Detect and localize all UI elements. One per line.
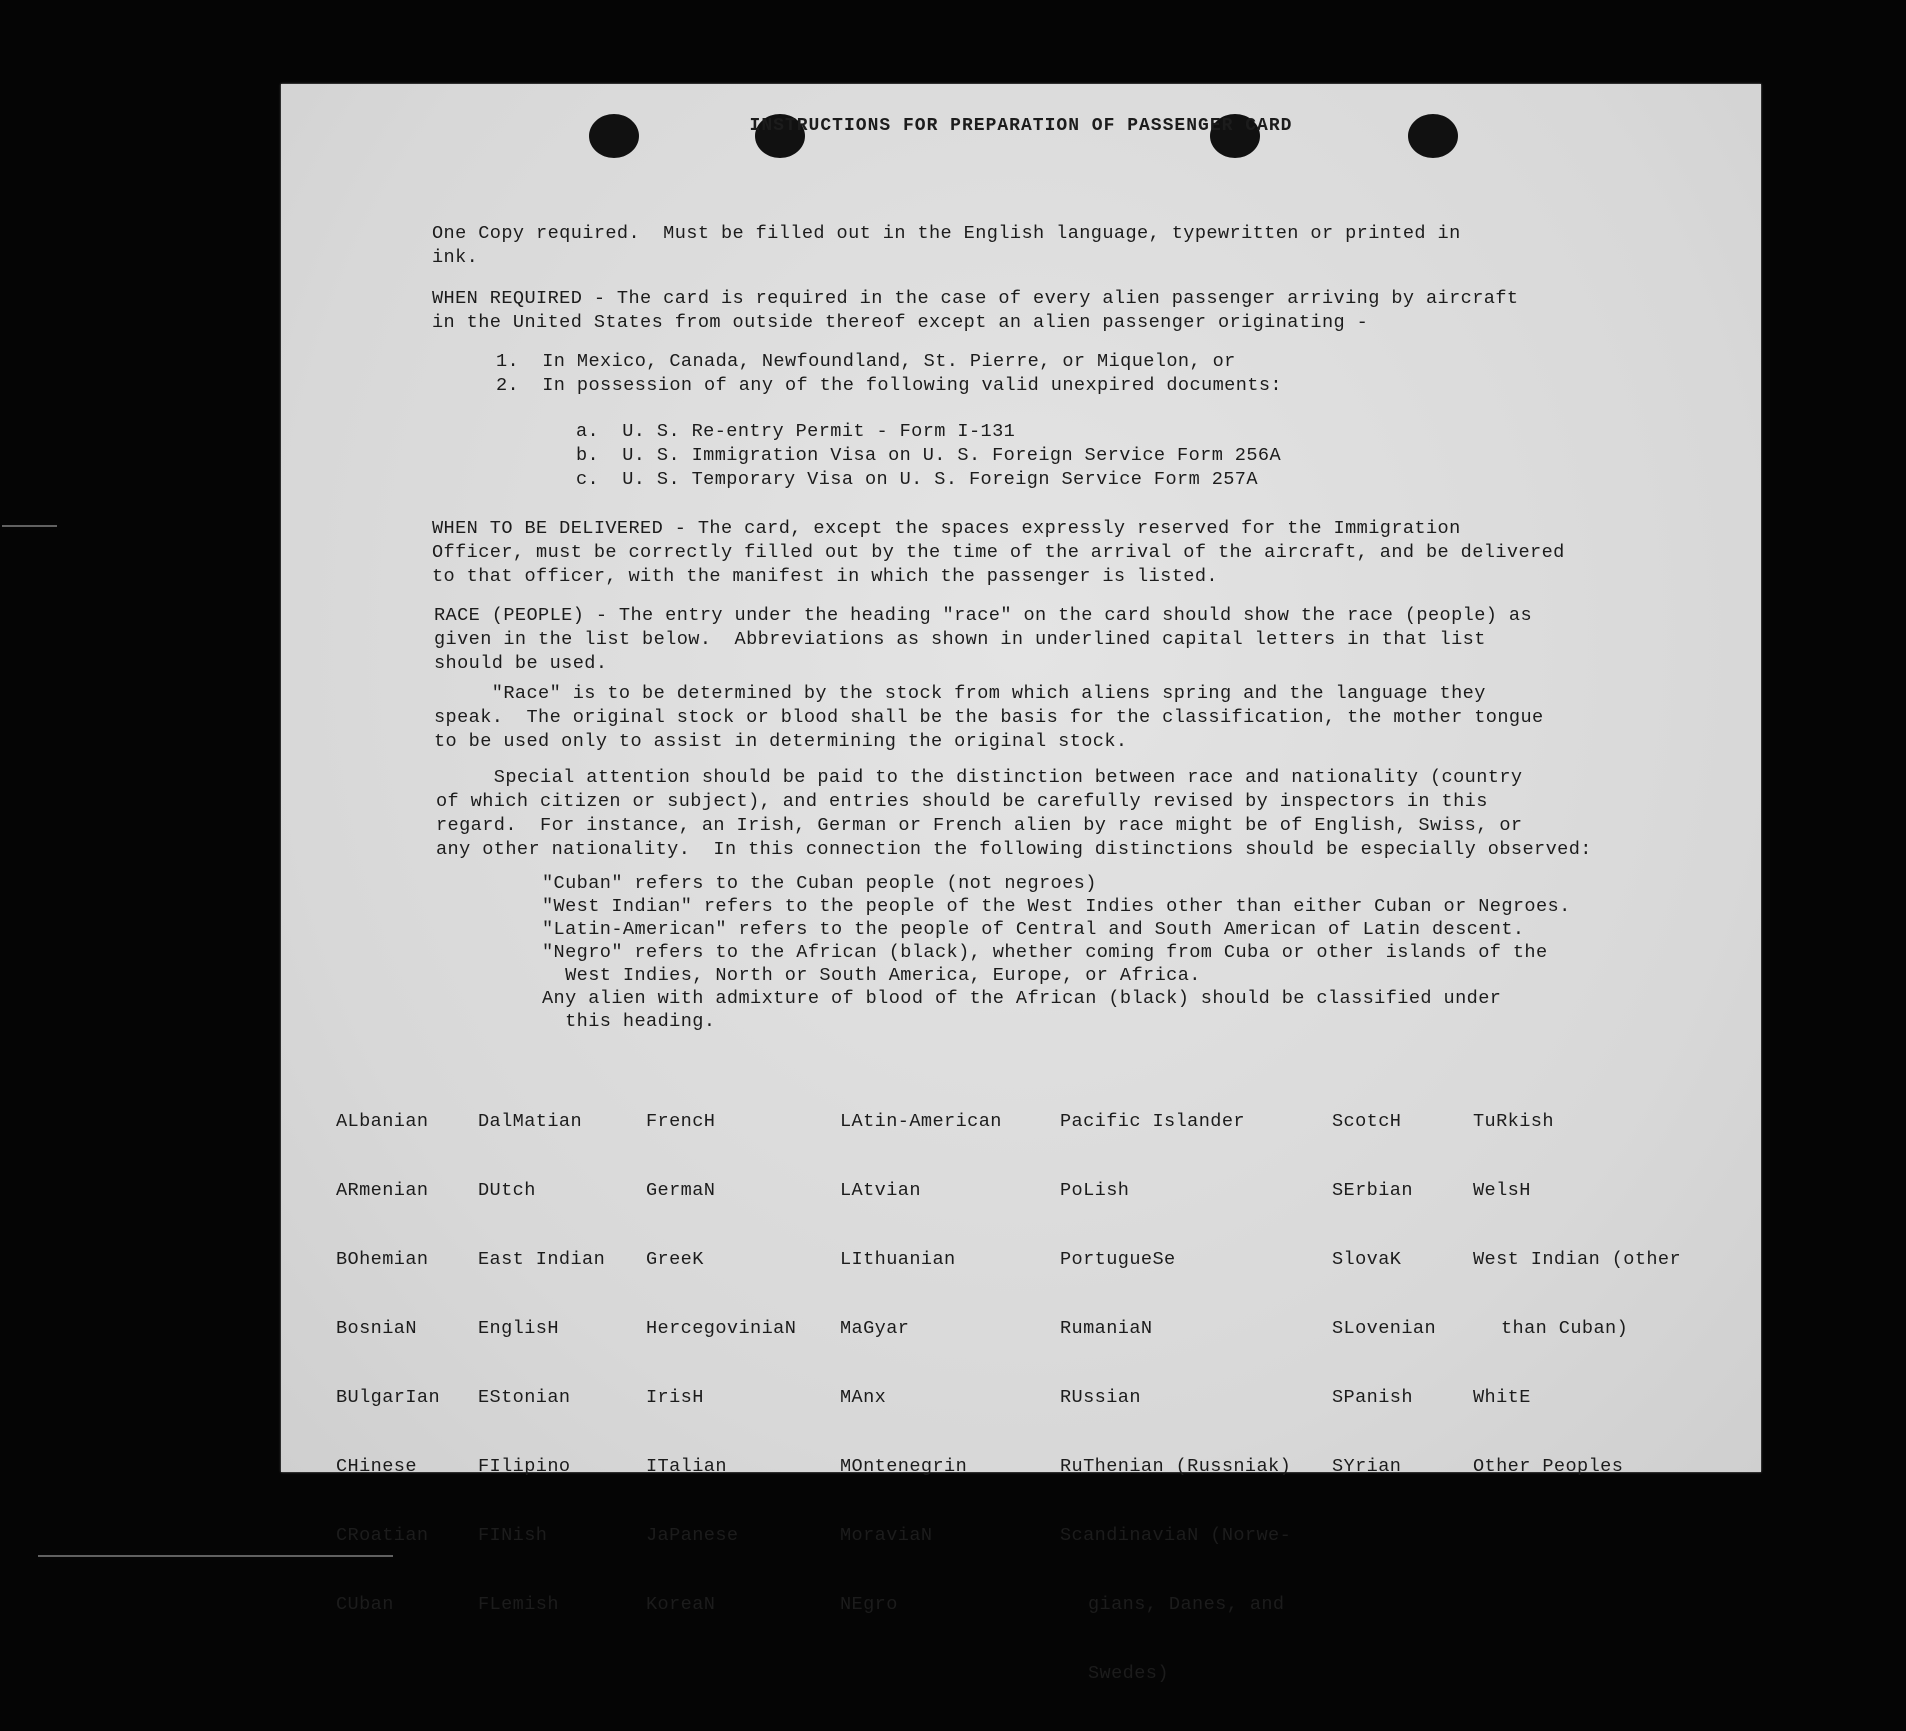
race-entry: BUlgarIan: [336, 1387, 441, 1408]
race-entry: MOntenegrin: [840, 1456, 968, 1477]
race-entry: SLovenian: [1332, 1318, 1437, 1339]
race-entry: FrencH: [646, 1111, 716, 1132]
race-entry: FINish: [478, 1525, 548, 1546]
race-entry: JaPanese: [646, 1525, 739, 1546]
race-entry: PoLish: [1060, 1180, 1130, 1201]
race-entry: SYrian: [1332, 1456, 1402, 1477]
race-entry: IrisH: [646, 1387, 704, 1408]
race-entry: SlovaK: [1332, 1249, 1402, 1270]
race-entry: MoraviaN: [840, 1525, 933, 1546]
race-entry: NEgro: [840, 1594, 898, 1615]
race-entry: EnglisH: [478, 1318, 559, 1339]
race-column-3: [646, 1064, 796, 1662]
race-entry: WhitE: [1473, 1387, 1531, 1408]
race-column-7: [1473, 1064, 1681, 1524]
race-entry: than Cuban): [1501, 1318, 1629, 1339]
race-entry: gians, Danes, and: [1088, 1594, 1285, 1615]
race-column-6: [1332, 1064, 1436, 1524]
race-entry: ScotcH: [1332, 1111, 1402, 1132]
race-definition-paragraph: "Race" is to be determined by the stock from which aliens spring and the language they speak. The original stock or blood shall be the basis for the classification, the mother tongue to be used only to assist in determining the original stock.: [434, 683, 1544, 752]
intro-paragraph: One Copy required. Must be filled out in the English language, typewritten or printed in ink.: [432, 223, 1461, 268]
race-entry: MAnx: [840, 1387, 887, 1408]
race-entry: BosniaN: [336, 1318, 417, 1339]
race-column-5: [1060, 1064, 1291, 1731]
race-entry: DUtch: [478, 1180, 536, 1201]
race-entry: FIlipino: [478, 1456, 571, 1477]
race-entry: East Indian: [478, 1249, 606, 1270]
race-entry: LAtvian: [840, 1180, 921, 1201]
race-entry: SErbian: [1332, 1180, 1413, 1201]
race-paragraph: RACE (PEOPLE) - The entry under the heading "race" on the card should show the race (people) as given in the list below. Abbreviations as shown in underlined capital letters in that list should be used.: [434, 605, 1533, 674]
race-entry: PortugueSe: [1060, 1249, 1176, 1270]
numbered-list: 1. In Mexico, Canada, Newfoundland, St. Pierre, or Miquelon, or 2. In possession of any of the following valid unexpired documents:: [496, 351, 1282, 396]
race-entry: TuRkish: [1473, 1111, 1554, 1132]
race-entry: Pacific Islander: [1060, 1111, 1245, 1132]
document-page: [281, 84, 1761, 1684]
race-entry: FLemish: [478, 1594, 559, 1615]
scan-speck: [2, 525, 57, 527]
race-entry: KoreaN: [646, 1594, 716, 1615]
race-entry: CUban: [336, 1594, 394, 1615]
race-entry: HercegoviniaN: [646, 1318, 797, 1339]
race-column-1: [336, 1064, 440, 1662]
race-entry: Swedes): [1088, 1663, 1169, 1684]
race-entry: RuThenian (Russniak): [1060, 1456, 1292, 1477]
when-delivered-paragraph: WHEN TO BE DELIVERED - The card, except the spaces expressly reserved for the Immigration Officer, must be correctly filled out by the time of the arrival of the aircraft, and be delivered to that officer, with the manifest in which the passenger is listed.: [432, 518, 1565, 587]
race-entry: ScandinaviaN (Norwe-: [1060, 1525, 1292, 1546]
race-entry: BOhemian: [336, 1249, 429, 1270]
race-entry: CRoatian: [336, 1525, 429, 1546]
race-entry: EStonian: [478, 1387, 571, 1408]
race-entry: RUssian: [1060, 1387, 1141, 1408]
race-entry: West Indian (other: [1473, 1249, 1682, 1270]
race-entry: ARmenian: [336, 1180, 429, 1201]
page-title: INSTRUCTIONS FOR PREPARATION OF PASSENGER CARD: [749, 116, 1293, 136]
race-entry: SPanish: [1332, 1387, 1413, 1408]
race-entry: LIthuanian: [840, 1249, 956, 1270]
race-entry: ALbanian: [336, 1111, 429, 1132]
race-entry: RumaniaN: [1060, 1318, 1153, 1339]
race-entry: ITalian: [646, 1456, 727, 1477]
race-entry: Other Peoples: [1473, 1456, 1624, 1477]
race-entry: WelsH: [1473, 1180, 1531, 1201]
race-entry: DalMatian: [478, 1111, 583, 1132]
race-entry: GermaN: [646, 1180, 716, 1201]
distinctions-list: "Cuban" refers to the Cuban people (not negroes) "West Indian" refers to the people of the West Indies other than either Cuban or Negroes. "Latin-American" refers to the people of Central and South American of Latin descent. "Negro" refers to the African (black), whether coming from Cuba or other islands of the West Indies, North or South America, Europe, or Africa. Any alien with admixture of blood of the African (black) should be classified under this heading.: [542, 873, 1571, 1032]
documents-list: a. U. S. Re-entry Permit - Form I-131 b. U. S. Immigration Visa on U. S. Foreign Service Form 256A c. U. S. Temporary Visa on U. S. Foreign Service Form 257A: [576, 421, 1282, 490]
race-entry: LAtin-American: [840, 1111, 1002, 1132]
race-entry: CHinese: [336, 1456, 417, 1477]
race-column-2: [478, 1064, 605, 1662]
race-entry: GreeK: [646, 1249, 704, 1270]
race-entry: MaGyar: [840, 1318, 910, 1339]
race-column-4: [840, 1064, 1002, 1662]
when-required-paragraph: WHEN REQUIRED - The card is required in the case of every alien passenger arriving by aircraft in the United States from outside thereof except an alien passenger originating -: [432, 288, 1519, 333]
special-attention-paragraph: Special attention should be paid to the distinction between race and nationality (country of which citizen or subject), and entries should be carefully revised by inspectors in this regard. For instance, an Irish, German or French alien by race might be of English, Swiss, or any other nationality. In this connection the following distinctions should be especially observed:: [436, 767, 1592, 860]
